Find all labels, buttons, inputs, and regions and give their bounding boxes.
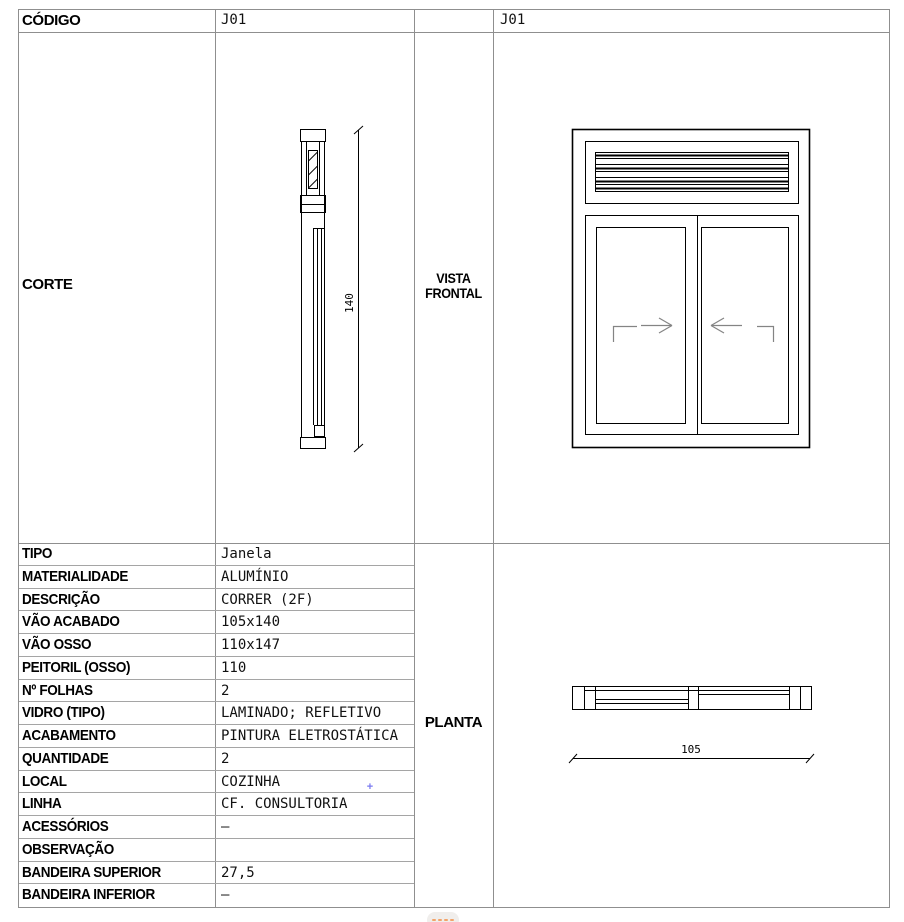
spec-row-label: LOCAL — [22, 772, 67, 790]
spec-row-label: VÃO OSSO — [22, 636, 92, 653]
spec-row-label: BANDEIRA INFERIOR — [22, 886, 155, 904]
spec-row-value: 2 — [221, 682, 230, 699]
spec-row-label: ACABAMENTO — [22, 727, 116, 744]
right-leaf-bracket — [757, 327, 774, 343]
corte-dimension-text: 140 — [343, 293, 356, 313]
spec-row-value: 110x147 — [221, 637, 281, 653]
frontal-view-drawing — [573, 130, 810, 448]
spec-row-value: CORRER (2F) — [221, 591, 314, 608]
spec-row-label: ACESSÓRIOS — [22, 818, 109, 835]
spec-row-value: 110 — [221, 659, 247, 676]
spec-row-label: OBSERVAÇÃO — [22, 840, 114, 858]
dashed-indicator-pill[interactable] — [427, 912, 459, 922]
glass-hatch — [309, 152, 318, 188]
left-leaf-bracket — [614, 327, 638, 343]
spec-row-value: 105x140 — [221, 614, 281, 631]
vista-frontal-view-label: VISTA FRONTAL — [425, 270, 482, 301]
corte-section-drawing — [301, 130, 326, 449]
plan-view-drawing — [573, 687, 812, 710]
spec-row-label: PEITORIL (OSSO) — [22, 658, 131, 676]
spec-row-value: LAMINADO; REFLETIVO — [221, 705, 382, 722]
spec-row-label: MATERIALIDADE — [22, 567, 129, 585]
spec-row-value: Janela — [221, 546, 272, 562]
spec-row-value: – — [221, 887, 230, 904]
spec-row-label: DESCRIÇÃO — [22, 590, 100, 608]
orange-dash — [444, 919, 448, 921]
spec-row-value: PINTURA ELETROSTÁTICA — [221, 728, 399, 744]
spec-row-value: 27,5 — [221, 864, 255, 881]
spec-row-label: VIDRO (TIPO) — [22, 704, 105, 722]
spec-row-label: BANDEIRA SUPERIOR — [22, 863, 161, 881]
spec-row-label: TIPO — [22, 545, 53, 562]
corte-view-label: CORTE — [22, 276, 73, 293]
spec-row-value: – — [221, 819, 230, 835]
corte-dimension-line — [354, 126, 363, 452]
spec-row-label: QUANTIDADE — [22, 749, 109, 767]
codigo-value-left: J01 — [221, 12, 247, 28]
spec-row-label: LINHA — [22, 795, 62, 813]
spec-row-value: ALUMÍNIO — [221, 568, 289, 585]
orange-dash — [450, 919, 454, 921]
spec-row-value: 2 — [221, 750, 230, 767]
codigo-label: CÓDIGO — [22, 12, 81, 29]
sliding-direction-arrows — [614, 318, 774, 342]
arrow-right-icon — [641, 318, 672, 333]
spec-row-label: Nº FOLHAS — [22, 681, 93, 699]
orange-dash — [438, 919, 442, 921]
arrow-left-icon — [711, 318, 742, 333]
planta-dimension-text: 105 — [681, 743, 701, 756]
spec-row-value: COZINHA — [221, 773, 281, 790]
spec-row-value: CF. CONSULTORIA — [221, 796, 348, 813]
cursor-cross-marker: + — [366, 781, 374, 793]
planta-view-label: PLANTA — [424, 714, 483, 731]
codigo-value-right: J01 — [500, 12, 526, 28]
spec-row-label: VÃO ACABADO — [22, 613, 120, 631]
louver-slats — [596, 156, 788, 189]
orange-dash — [432, 919, 436, 921]
